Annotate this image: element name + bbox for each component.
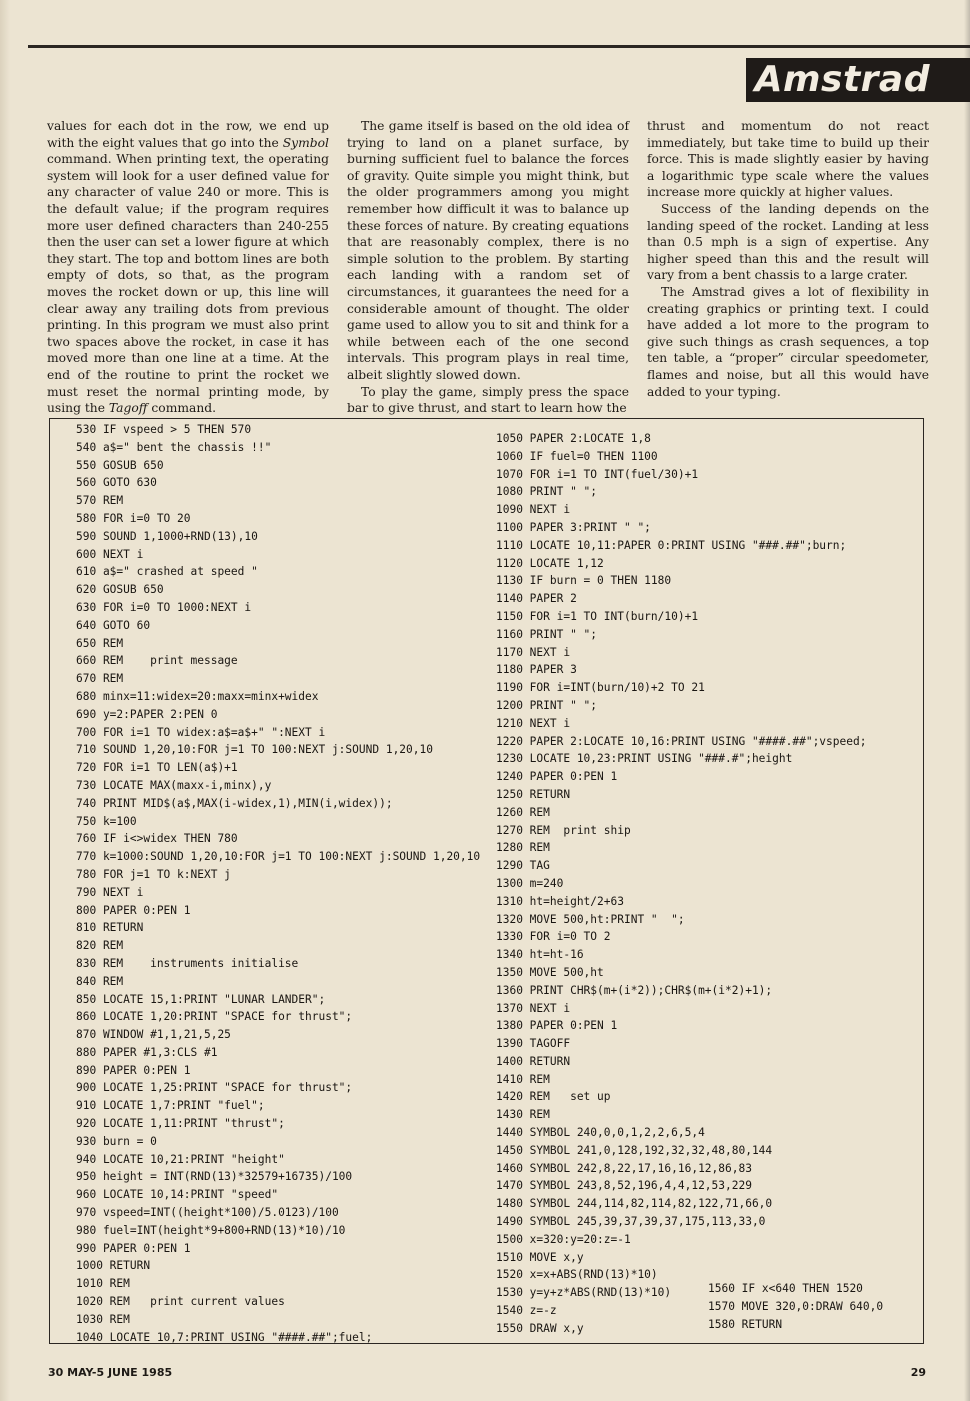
code-line: 1560 IF x<640 THEN 1520 <box>708 1282 863 1295</box>
code-line: 740 PRINT MID$(a$,MAX(i-widex,1),MIN(i,widex)); <box>76 796 393 810</box>
code-line: 770 k=1000:SOUND 1,20,10:FOR j=1 TO 100:NEXT j:SOUND 1,20,10 <box>76 850 481 864</box>
article-paragraph: The game itself is based on the old idea of trying to land on a planet surface, by burning sufficient fuel to balance the forces of gravity. Quite simple you might think, but the older programmers among you might remember how difficult it was to balance up these forces of nature. By creating equations that are reasonably complex, there is no simple solution to the problem. By starting each landing with a random set of circumstances, it guarantees the need for a considerable amount of thought. The older game used to allow you to sit and think for a while between each of the one second intervals. This program plays in real time, albeit slightly slowed down. <box>347 119 629 382</box>
code-line: 1120 LOCATE 1,12 <box>496 556 604 570</box>
code-line: 1510 MOVE x,y <box>496 1250 584 1264</box>
code-line: 1190 FOR i=INT(burn/10)+2 TO 21 <box>496 681 705 695</box>
code-line: 600 NEXT i <box>76 547 144 561</box>
code-line: 1580 RETURN <box>708 1317 783 1331</box>
listing-column-right <box>496 430 866 1338</box>
code-line: 1230 LOCATE 10,23:PRINT USING "###.#";height <box>496 752 793 766</box>
listing-column-extra <box>708 1280 883 1333</box>
issue-date: 30 MAY-5 JUNE 1985 <box>48 1366 173 1379</box>
code-line: 1170 NEXT i <box>496 645 571 659</box>
code-line: 1100 PAPER 3:PRINT " "; <box>496 520 651 534</box>
code-line: 840 REM <box>76 974 124 988</box>
listing-column-left <box>76 421 480 1346</box>
code-line: 1300 m=240 <box>496 876 564 890</box>
code-line: 1450 SYMBOL 241,0,128,192,32,32,48,80,144 <box>496 1143 773 1157</box>
code-line: 1280 REM <box>496 841 550 855</box>
page-edge-shade <box>964 0 970 1401</box>
code-line: 1270 REM print ship <box>496 823 631 837</box>
code-line: 1140 PAPER 2 <box>496 592 577 606</box>
code-line: 870 WINDOW #1,1,21,5,25 <box>76 1028 231 1042</box>
code-line: 1060 IF fuel=0 THEN 1100 <box>496 449 658 463</box>
code-line: 700 FOR i=1 TO widex:a$=a$+" ":NEXT i <box>76 725 326 739</box>
code-line: 610 a$=" crashed at speed " <box>76 565 258 579</box>
article-paragraph: Success of the landing depends on the landing speed of the rocket. Landing at less than 0.5 mph is a sign of expertise. Any higher speed than this and the result will vary from a bent chassis to a large crater. <box>647 201 929 283</box>
code-line: 1520 x=x+ABS(RND(13)*10) <box>496 1268 658 1282</box>
code-line: 910 LOCATE 1,7:PRINT "fuel"; <box>76 1099 265 1113</box>
code-line: 730 LOCATE MAX(maxx-i,minx),y <box>76 778 272 792</box>
code-line: 1470 SYMBOL 243,8,52,196,4,4,12,53,229 <box>496 1179 752 1193</box>
code-line: 580 FOR i=0 TO 20 <box>76 511 191 525</box>
code-line: 1260 REM <box>496 805 550 819</box>
code-line: 560 GOTO 630 <box>76 476 157 490</box>
code-line: 1360 PRINT CHR$(m+(i*2));CHR$(m+(i*2)+1); <box>496 983 773 997</box>
code-line: 1530 y=y+z*ABS(RND(13)*10) <box>496 1286 672 1300</box>
code-line: 640 GOTO 60 <box>76 618 151 632</box>
code-line: 1330 FOR i=0 TO 2 <box>496 930 611 944</box>
code-line: 940 LOCATE 10,21:PRINT "height" <box>76 1152 285 1166</box>
code-line: 1290 TAG <box>496 859 550 873</box>
code-line: 590 SOUND 1,1000+RND(13),10 <box>76 529 258 543</box>
code-line: 750 k=100 <box>76 814 137 828</box>
code-line: 960 LOCATE 10,14:PRINT "speed" <box>76 1188 279 1202</box>
code-line: 930 burn = 0 <box>76 1134 157 1148</box>
article-column-3 <box>647 118 929 400</box>
code-line: 1200 PRINT " "; <box>496 698 598 712</box>
code-line: 980 fuel=INT(height*9+800+RND(13)*10)/10 <box>76 1223 346 1237</box>
code-line: 950 height = INT(RND(13)*32579+16735)/100 <box>76 1170 353 1184</box>
code-line: 1540 z=-z <box>496 1304 557 1318</box>
code-line: 850 LOCATE 15,1:PRINT "LUNAR LANDER"; <box>76 992 326 1006</box>
page-number: 29 <box>910 1366 926 1379</box>
code-line: 670 REM <box>76 672 124 686</box>
code-line: 1350 MOVE 500,ht <box>496 965 604 979</box>
code-line: 570 REM <box>76 494 124 508</box>
code-line: 1240 PAPER 0:PEN 1 <box>496 770 618 784</box>
code-line: 790 NEXT i <box>76 885 144 899</box>
code-line: 690 y=2:PAPER 2:PEN 0 <box>76 707 218 721</box>
article-paragraph: thrust and momentum do not react immediately, but take time to build up their force. This is made slightly easier by having a logarithmic type scale where the values increase more quickly at higher values. <box>647 119 929 200</box>
code-line: 760 IF i<>widex THEN 780 <box>76 832 238 846</box>
code-line: 630 FOR i=0 TO 1000:NEXT i <box>76 600 252 614</box>
code-line: 1050 PAPER 2:LOCATE 1,8 <box>496 432 651 445</box>
code-line: 1430 REM <box>496 1108 550 1122</box>
code-line: 1460 SYMBOL 242,8,22,17,16,16,12,86,83 <box>496 1161 752 1175</box>
code-line: 880 PAPER #1,3:CLS #1 <box>76 1045 218 1059</box>
code-line: 1340 ht=ht-16 <box>496 948 584 962</box>
code-line: 1080 PRINT " "; <box>496 485 598 499</box>
code-line: 1370 NEXT i <box>496 1001 571 1015</box>
code-line: 1090 NEXT i <box>496 503 571 517</box>
code-line: 890 PAPER 0:PEN 1 <box>76 1063 191 1077</box>
article-paragraph: values for each dot in the row, we end up with the eight values that go into the Symbol command. When printing text, the operating system will look for a user defined value for any character of value 240 or more. This is the default value; if the program requires more user defined characters than 240-255 then the user can set a lower figure at which they start. The top and bottom lines are both empty of dots, so that, as the program moves the rocket down or up, this line will clear away any trailing dots from previous printing. In this program we must also print two spaces above the rocket, in case it has moved more than one line at a time. At the end of the routine to print the rocket we must reset the normal printing mode, by using the Tagoff command. <box>47 119 329 416</box>
code-line: 1150 FOR i=1 TO INT(burn/10)+1 <box>496 609 699 623</box>
code-line: 1480 SYMBOL 244,114,82,114,82,122,71,66,0 <box>496 1197 773 1211</box>
code-line: 1400 RETURN <box>496 1054 571 1068</box>
code-line: 1440 SYMBOL 240,0,0,1,2,2,6,5,4 <box>496 1126 705 1140</box>
code-line: 710 SOUND 1,20,10:FOR j=1 TO 100:NEXT j:SOUND 1,20,10 <box>76 743 433 757</box>
code-line: 860 LOCATE 1,20:PRINT "SPACE for thrust"; <box>76 1010 353 1024</box>
code-line: 660 REM print message <box>76 654 238 668</box>
code-line: 990 PAPER 0:PEN 1 <box>76 1241 191 1255</box>
code-line: 1210 NEXT i <box>496 716 571 730</box>
code-line: 1550 DRAW x,y <box>496 1321 584 1335</box>
article-column-1 <box>47 118 329 417</box>
code-line: 1070 FOR i=1 TO INT(fuel/30)+1 <box>496 467 699 481</box>
code-line: 920 LOCATE 1,11:PRINT "thrust"; <box>76 1117 285 1131</box>
code-line: 540 a$=" bent the chassis !!" <box>76 440 272 454</box>
code-line: 970 vspeed=INT((height*100)/5.0123)/100 <box>76 1206 339 1220</box>
article-paragraph: The Amstrad gives a lot of flexibility in creating graphics or printing text. I could have added a lot more to the program to give such things as crash sequences, a top ten table, a “proper” circular speedometer, flames and noise, but all this would have added to your typing. <box>647 284 929 399</box>
code-line: 1570 MOVE 320,0:DRAW 640,0 <box>708 1299 884 1313</box>
section-tab: Amstrad <box>746 58 970 102</box>
code-line: 1220 PAPER 2:LOCATE 10,16:PRINT USING "####.##";vspeed; <box>496 734 867 748</box>
code-line: 1000 RETURN <box>76 1259 151 1273</box>
code-line: 820 REM <box>76 939 124 953</box>
article-column-2 <box>347 118 629 417</box>
code-line: 1390 TAGOFF <box>496 1037 571 1051</box>
code-line: 1380 PAPER 0:PEN 1 <box>496 1019 618 1033</box>
code-line: 1420 REM set up <box>496 1090 611 1104</box>
code-line: 1180 PAPER 3 <box>496 663 577 677</box>
code-line: 810 RETURN <box>76 921 144 935</box>
code-line: 1410 REM <box>496 1072 550 1086</box>
code-line: 1500 x=320:y=20:z=-1 <box>496 1232 631 1246</box>
code-line: 1310 ht=height/2+63 <box>496 894 624 908</box>
code-line: 830 REM instruments initialise <box>76 956 299 970</box>
code-line: 1010 REM <box>76 1277 130 1291</box>
code-line: 1160 PRINT " "; <box>496 627 598 641</box>
code-line: 620 GOSUB 650 <box>76 583 164 597</box>
code-line: 1110 LOCATE 10,11:PAPER 0:PRINT USING "###.##";burn; <box>496 538 847 552</box>
code-line: 1040 LOCATE 10,7:PRINT USING "####.##";fuel; <box>76 1330 373 1344</box>
code-line: 780 FOR j=1 TO k:NEXT j <box>76 867 231 881</box>
code-line: 900 LOCATE 1,25:PRINT "SPACE for thrust"; <box>76 1081 353 1095</box>
code-line: 800 PAPER 0:PEN 1 <box>76 903 191 917</box>
code-line: 1130 IF burn = 0 THEN 1180 <box>496 574 672 588</box>
code-line: 650 REM <box>76 636 124 650</box>
code-line: 1020 REM print current values <box>76 1295 285 1309</box>
code-line: 1250 RETURN <box>496 787 571 801</box>
code-line: 1490 SYMBOL 245,39,37,39,37,175,113,33,0 <box>496 1215 766 1229</box>
page-gutter-shade <box>0 0 10 1401</box>
code-line: 550 GOSUB 650 <box>76 458 164 472</box>
article-paragraph: To play the game, simply press the space bar to give thrust, and start to learn how the <box>347 384 629 416</box>
header-rule <box>28 45 970 48</box>
code-line: 1320 MOVE 500,ht:PRINT " "; <box>496 912 685 926</box>
code-line: 720 FOR i=1 TO LEN(a$)+1 <box>76 761 238 775</box>
code-line: 1030 REM <box>76 1312 130 1326</box>
code-line: 680 minx=11:widex=20:maxx=minx+widex <box>76 689 319 703</box>
code-line: 530 IF vspeed > 5 THEN 570 <box>76 423 252 436</box>
